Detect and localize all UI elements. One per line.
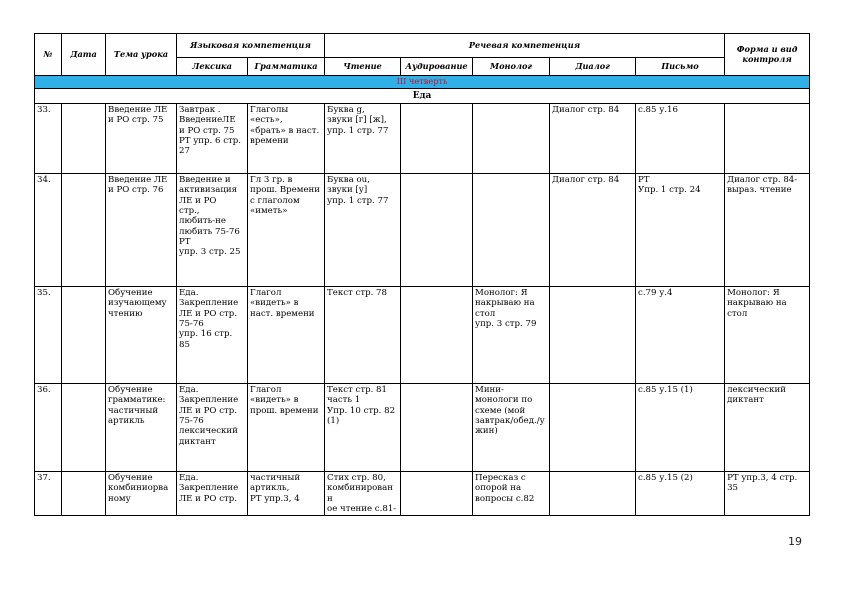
cell-line: прош. времени xyxy=(250,405,319,416)
cell-line: вопросы с.82 xyxy=(475,493,535,504)
header-listening: Аудирование xyxy=(401,58,473,76)
cell-line: «видеть» в xyxy=(250,395,299,406)
cell-line: и РО стр. 75 xyxy=(179,125,235,136)
cell-line: с.85 у.16 xyxy=(638,105,678,115)
cell-line: артикль, xyxy=(250,483,290,494)
cell-line: накрываю на xyxy=(727,298,787,309)
cell-line: с глаголом xyxy=(250,195,300,206)
cell-line: РТ упр. 6 стр. xyxy=(179,135,241,146)
cell-grammar xyxy=(248,287,325,384)
cell-line: упр. 16 стр. xyxy=(179,329,233,340)
cell-monologue xyxy=(473,384,550,472)
cell-line: Мини- xyxy=(475,385,504,395)
section-topic-label: Еда xyxy=(35,89,810,104)
cell-line: и РО стр. 76 xyxy=(108,185,164,196)
cell-line: Обучение xyxy=(108,385,153,395)
cell-monologue xyxy=(473,472,550,516)
header-monologue: Монолог xyxy=(473,58,550,76)
cell-line: с.85 у.15 (2) xyxy=(638,473,693,483)
cell-line: времени xyxy=(250,135,289,146)
cell-topic xyxy=(106,287,177,384)
cell-line: лексический xyxy=(727,385,786,395)
cell-line: прош. Времени xyxy=(250,185,320,196)
cell-reading xyxy=(325,472,401,516)
cell-line: Гл 3 гр. в xyxy=(250,175,293,185)
cell-line: упр. 1 стр. 77 xyxy=(327,125,389,136)
cell-topic xyxy=(106,174,177,287)
cell-line: стол xyxy=(475,308,496,319)
cell-line: РТ xyxy=(638,175,650,185)
header-grammar: Грамматика xyxy=(248,58,325,76)
cell-line: диктант xyxy=(727,395,764,406)
table-row xyxy=(35,287,810,384)
cell-date xyxy=(62,384,106,472)
cell-line: (1) xyxy=(327,415,340,426)
cell-line: наст. времени xyxy=(250,308,315,319)
cell-control xyxy=(725,384,810,472)
quarter-label: III четверть xyxy=(35,76,810,89)
cell-line: Глагол xyxy=(250,385,282,395)
lesson-plan-table xyxy=(34,33,810,516)
cell-line: Введение ЛЕ xyxy=(108,175,168,185)
cell-line: завтрак/обед./у xyxy=(475,415,545,426)
cell-lexis xyxy=(177,384,248,472)
cell-line: Обучение xyxy=(108,473,153,483)
table-row xyxy=(35,472,810,516)
cell-line: ЛЕ и РО xyxy=(179,195,217,206)
cell-topic xyxy=(106,472,177,516)
cell-control xyxy=(725,174,810,287)
cell-date xyxy=(62,287,106,384)
cell-line: и РО стр. 75 xyxy=(108,115,164,126)
cell-listening xyxy=(401,287,473,384)
cell-line: часть 1 xyxy=(327,395,361,406)
cell-num: 35. xyxy=(35,287,62,384)
cell-listening xyxy=(401,174,473,287)
cell-lexis xyxy=(177,104,248,174)
cell-line: «иметь» xyxy=(250,205,288,216)
cell-reading xyxy=(325,287,401,384)
cell-line: схеме (мой xyxy=(475,405,526,416)
header-date: Дата xyxy=(62,34,106,76)
cell-line: РТ упр.3, 4 стр. xyxy=(727,473,798,483)
cell-num: 36. xyxy=(35,384,62,472)
cell-line: 75-76 xyxy=(179,318,204,329)
cell-line: Текст стр. 81 xyxy=(327,385,387,395)
cell-date xyxy=(62,174,106,287)
cell-line: Пересказ с xyxy=(475,473,526,483)
section-topic-row xyxy=(35,89,810,104)
cell-writing xyxy=(636,384,725,472)
header-topic: Тема урока xyxy=(106,34,177,76)
header-writing: Письмо xyxy=(636,58,725,76)
cell-reading xyxy=(325,384,401,472)
cell-writing xyxy=(636,104,725,174)
cell-line: ному xyxy=(108,493,131,504)
cell-line: звуки [у] xyxy=(327,185,368,196)
cell-listening xyxy=(401,104,473,174)
header-lexis: Лексика xyxy=(177,58,248,76)
header-language-competence: Языковая компетенция xyxy=(177,34,325,58)
cell-line: «брать» в наст. xyxy=(250,125,320,136)
cell-line: накрываю на xyxy=(475,298,535,309)
cell-num: 34. xyxy=(35,174,62,287)
cell-line: Буква g, xyxy=(327,105,365,115)
cell-line: Стих стр. 80, xyxy=(327,473,386,483)
cell-line: ЛЕ и РО стр. xyxy=(179,493,237,504)
cell-lexis xyxy=(177,472,248,516)
cell-line: Упр. 10 стр. 82 xyxy=(327,405,396,416)
cell-topic xyxy=(106,104,177,174)
cell-line: лексический xyxy=(179,426,238,437)
cell-line: РТ упр.3, 4 xyxy=(250,493,300,504)
cell-line: Монолог: Я xyxy=(727,288,780,298)
quarter-row xyxy=(35,76,810,89)
cell-listening xyxy=(401,384,473,472)
cell-num: 33. xyxy=(35,104,62,174)
header-row-1 xyxy=(35,34,810,58)
cell-line: Диалог стр. 84 xyxy=(552,175,620,185)
cell-dialogue xyxy=(550,287,636,384)
cell-line: частичный xyxy=(250,473,301,483)
cell-line: любить-не xyxy=(179,216,226,227)
header-reading: Чтение xyxy=(325,58,401,76)
cell-line: ЛЕ и РО стр. xyxy=(179,405,237,416)
cell-writing xyxy=(636,287,725,384)
cell-lexis xyxy=(177,287,248,384)
cell-listening xyxy=(401,472,473,516)
cell-writing xyxy=(636,174,725,287)
header-control: Форма и вид контроля xyxy=(725,34,810,76)
cell-line: Завтрак . xyxy=(179,105,221,115)
cell-reading xyxy=(325,174,401,287)
cell-line: изучающему xyxy=(108,298,167,309)
cell-line: упр. 3 стр. 79 xyxy=(475,318,537,329)
cell-line: Буква ou, xyxy=(327,175,370,185)
cell-line: Глаголы xyxy=(250,105,289,115)
cell-line: Упр. 1 стр. 24 xyxy=(638,185,701,196)
cell-line: артикль xyxy=(108,415,145,426)
cell-dialogue xyxy=(550,174,636,287)
cell-line: 35 xyxy=(727,483,739,494)
cell-line: 75-76 xyxy=(179,415,204,426)
cell-grammar xyxy=(248,384,325,472)
cell-line: с.79 у.4 xyxy=(638,288,673,298)
cell-num: 37. xyxy=(35,472,62,516)
cell-line: стр., xyxy=(179,205,200,216)
cell-control xyxy=(725,472,810,516)
cell-line: Введение и xyxy=(179,175,231,185)
cell-line: комбиниорва xyxy=(108,483,169,494)
cell-date xyxy=(62,104,106,174)
table-row xyxy=(35,174,810,287)
cell-line: Диалог стр. 84 xyxy=(552,105,620,115)
cell-control xyxy=(725,104,810,174)
cell-writing xyxy=(636,472,725,516)
cell-line: Диалог стр. 84- xyxy=(727,175,798,185)
cell-monologue xyxy=(473,287,550,384)
cell-line: Закрепление xyxy=(179,483,239,494)
cell-line: «есть», xyxy=(250,115,283,126)
cell-line: диктант xyxy=(179,436,216,447)
cell-line: Монолог: Я xyxy=(475,288,528,298)
table-row xyxy=(35,104,810,174)
header-num: № xyxy=(35,34,62,76)
cell-line: Закрепление xyxy=(179,298,239,309)
cell-line: ое чтение с.81- xyxy=(327,503,397,514)
cell-line: монологи по xyxy=(475,395,533,406)
cell-control xyxy=(725,287,810,384)
header-dialogue: Диалог xyxy=(550,58,636,76)
cell-lexis xyxy=(177,174,248,287)
cell-line: 85 xyxy=(179,339,190,350)
cell-line: грамматике: xyxy=(108,395,166,406)
cell-line: РТ xyxy=(179,236,191,247)
cell-grammar xyxy=(248,104,325,174)
cell-grammar xyxy=(248,174,325,287)
cell-line: ЛЕ и РО стр. xyxy=(179,308,237,319)
cell-dialogue xyxy=(550,104,636,174)
cell-line: Еда. xyxy=(179,473,199,483)
cell-date xyxy=(62,472,106,516)
cell-line: жин) xyxy=(475,426,498,437)
cell-line: стол xyxy=(727,308,748,319)
cell-line: 27 xyxy=(179,146,190,157)
cell-line: Обучение xyxy=(108,288,153,298)
cell-line: комбинированн xyxy=(327,483,393,504)
cell-line: любить 75-76 xyxy=(179,226,240,237)
cell-line: звуки [г] [ж], xyxy=(327,115,387,126)
cell-line: Закрепление xyxy=(179,395,239,406)
cell-line: упр. 3 стр. 25 xyxy=(179,247,241,258)
header-speech-competence: Речевая компетенция xyxy=(325,34,725,58)
cell-monologue xyxy=(473,104,550,174)
cell-line: Еда. xyxy=(179,288,199,298)
cell-line: выраз. чтение xyxy=(727,185,792,196)
cell-line: опорой на xyxy=(475,483,522,494)
cell-grammar xyxy=(248,472,325,516)
cell-line: активизация xyxy=(179,185,238,196)
cell-dialogue xyxy=(550,384,636,472)
cell-line: Глагол xyxy=(250,288,282,298)
cell-line: Еда. xyxy=(179,385,199,395)
cell-topic xyxy=(106,384,177,472)
cell-line: чтению xyxy=(108,308,143,319)
cell-line: Текст стр. 78 xyxy=(327,288,387,298)
table-row xyxy=(35,384,810,472)
cell-line: упр. 1 стр. 77 xyxy=(327,195,389,206)
cell-line: ВведениеЛЕ xyxy=(179,115,236,126)
cell-reading xyxy=(325,104,401,174)
page-number: 19 xyxy=(788,535,802,548)
cell-line: Введение ЛЕ xyxy=(108,105,168,115)
cell-dialogue xyxy=(550,472,636,516)
cell-line: частичный xyxy=(108,405,159,416)
cell-line: с.85 у.15 (1) xyxy=(638,385,693,395)
cell-line: «видеть» в xyxy=(250,298,299,309)
cell-monologue xyxy=(473,174,550,287)
